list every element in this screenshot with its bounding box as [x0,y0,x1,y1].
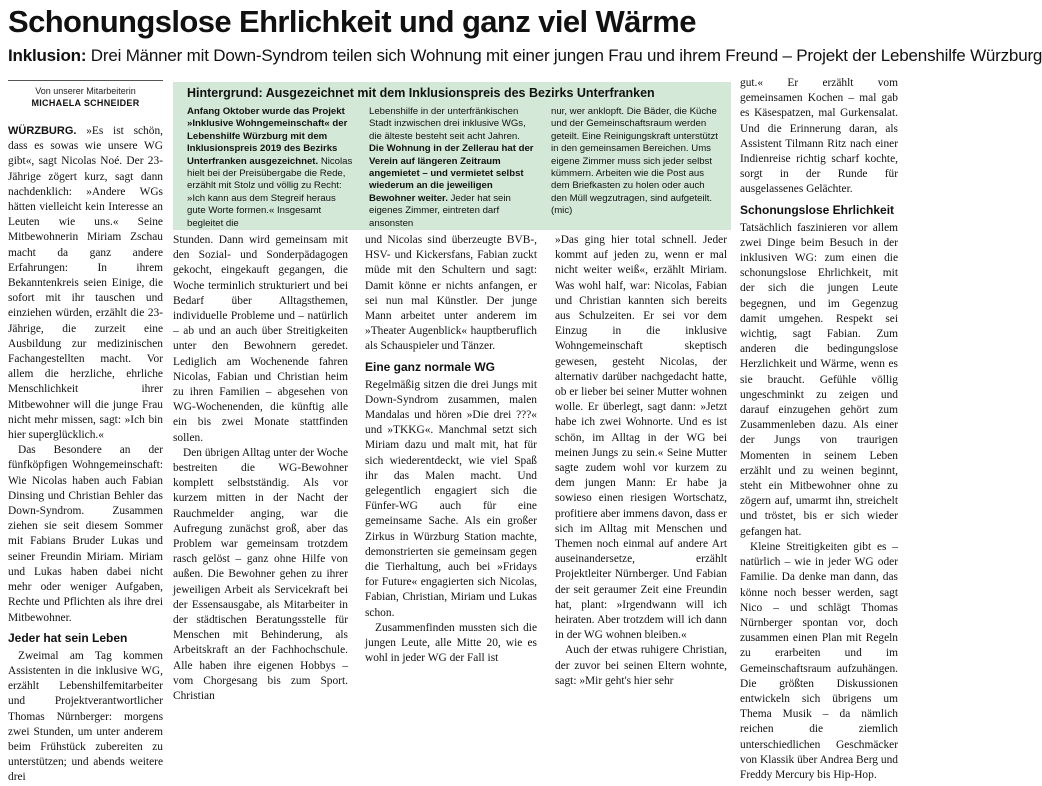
column-2 [173,233,348,704]
col2-p2: Den übrigen Alltag unter der Woche bestreiten die WG-Bewohner komplett selbstständig. Als vor kurzem mitten in der Nacht der Rauchmelder anging, war die Aufregung zunächst groß, aber das Problem war gemeinsam trotzdem rasch gelöst – ganz ohne Hilfe von außen. Die Bewohner gehen zu ihrer jeweiligen Arbeit als Servicekraft bei der Essensausgabe, als Mitarbeiter in der städtischen Beratungsstelle für Menschen mit Behinderung, als Arbeitskraft an der Fachhochschule. Alle haben ihre eigenen Hobbys – vom Chorgesang bis zum Sport. Christian [173,446,348,703]
dateline: WÜRZBURG. [8,125,77,137]
info-box-col1-bold: Anfang Oktober wurde das Projekt »Inklusive Wohngemeinschaft« der Lebenshilfe Würzburg mit dem Inklusionspreis 2019 des Bezirks Unterfranken ausgezeichnet. [187,106,348,167]
subhead-text: Drei Männer mit Down-Syndrom teilen sich Wohnung mit einer jungen Frau und ihrem Freund – Projekt der Lebenshilfe Würzburg [86,46,1042,65]
col5-p2: Tatsächlich faszinieren vor allem zwei Dinge beim Besuch in der inklusiven WG: zum einen die schonungslose Ehrlichkeit, mit der sich die jungen Leute begegnen, und im Gegenzug damit umgehen. Respekt sei wichtig, sagt Fabian. Zum anderen die bedingungslose Herzlichkeit und Wärme, wenn es sie braucht. Gefühle völlig ungeschminkt zu zeigen und darauf einzugehen gehört zum Zusammenleben dazu. Als einer der Jungs von traurigen Momenten in seinem Leben erzählt und zu weinen beginnt, steht ein Mitbewohner ohne zu zögern auf, umarmt ihn, streichelt und tröstet, bis er sich wieder gefangen hat. [740,221,898,538]
col1-p3: Zweimal am Tag kommen Assistenten in die inklusive WG, erzählt Lebenshilfemitarbeiter und Projektverantwortlicher Thomas Nürnberger: morgens zwei Stunden, um unter anderem beim Frühstück zubereiten zu unterstützen; und abends weitere drei [8,649,163,784]
info-box-title: Hintergrund: Ausgezeichnet mit dem Inklusionspreis des Bezirks Unterfranken [187,86,655,100]
col3-p1: und Nicolas sind überzeugte BVB-, HSV- und Kickersfans, Fabian zuckt müde mit den Schultern und sagt: Damit könne er nichts anfangen, er sei nun mal Künstler. Der junge Mann arbeitet unter anderem im »Theater Augenblick« hauptberuflich als Schauspieler und Tänzer. [365,234,537,353]
info-box-col-2 [369,106,537,230]
col4-p2: Auch der etwas ruhigere Christian, der zuvor bei seinen Eltern wohnte, sagt: »Mir geht's hier sehr [555,644,727,687]
info-box [173,82,731,230]
col3-heading: Eine ganz normale WG [365,359,496,374]
column-4 [555,233,727,689]
info-box-col3-text: nur, wer anklopft. Die Bäder, die Küche und der Gemeinschaftsraum werden geteilt. Eine Reinigungskraft unterstützt in den gemeinsamen Bereichen. Ums eigene Zimmer muss sich jeder selbst kümmern. Arbeiten wie die Post aus dem Briefkasten zu holen oder auch den Müll wegzutragen, sind aufgeteilt. (mic) [551,106,718,217]
col3-p2: Regelmäßig sitzen die drei Jungs mit Down-Syndrom zusammen, malen Mandalas und hören »Die drei ???« und »TKKG«. Manchmal setzt sich Miriam dazu und malt mit, hat für sich wiederentdeckt, wie viel Spaß ihr das Malen macht. Und gelegentlich engagiert sich die Fünfer-WG auch für eine gemeinsame Sache. Als ein großer Zirkus in Würzburg Station machte, demonstrierten sie gemeinsam gegen die Tierhaltung, auch bei »Fridays for Future« engagierten sich Nicolas, Fabian, Christian, Miriam und Lukas schon. [365,378,537,619]
col5-p3: Kleine Streitigkeiten gibt es – natürlich – wie in jeder WG oder Familie. Da denke man dann, das könne noch besser werden, sagt Nico – und schlägt Thomas Nürnberger spontan vor, doch zusammen einen Plan mit Regeln zu erarbeiten und im Gemeinschaftsraum aufzuhängen. Die größten Diskussionen entwickeln sich übrigens um Thema Musik – da nämlich reichen die ziemlich unterschiedlichen Geschmäcker von Klassik über Andrea Berg und Freddy Mercury bis Hip-Hop. [740,540,898,781]
column-5 [740,76,898,783]
col3-p3: Zusammenfinden mussten sich die jungen Leute, alle Mitte 20, wie es wohl in jeder WG der Fall ist [365,621,537,665]
col1-heading: Jeder hat sein Leben [8,630,128,645]
col1-p2: Das Besondere an der fünfköpfigen Wohngemeinschaft: Wie Nicolas haben auch Fabian Dinsing und Christian Behler das Down-Syndrom. Zusammen ziehen sie seit diesem Sommer mit Fabians Bruder Lukas und seiner Freundin Miriam. Miriam und Lukas haben dabei nicht mehr oder weniger Aufgaben, Rechte und Pflichten als ihre drei Mitbewohner. [8,444,163,624]
info-box-col2-bold: Die Wohnung in der Zellerau hat der Verein auf längeren Zeitraum angemietet – und vermietet selbst wiederum an die jeweiligen Bewohner weiter. [369,143,534,204]
col4-p1: »Das ging hier total schnell. Jeder kommt auf jeden zu, wenn er mal nicht weiter weiß«, erzählt Miriam. Was wohl half, war: Nicolas, Fabian und Christian kannten sich bereits aus Schulzeiten. Er sei vor dem Einzug in die inklusive Wohngemeinschaft skeptisch gewesen, gesteht Nicolas, der alternativ darüber nachgedacht hatte, ob er lieber bei seiner Mutter wohnen wolle. Er überlegt, sagt dann: »Jetzt habe ich zwei Wohnorte. Und es ist schön, im Alltag in der WG bei meinen Jungs zu sein.« Seine Mutter sagte zudem wohl vor kurzem zu dem jungen Mann: Er habe ja sowieso einen riesigen Wortschatz, profitiere aber immens davon, dass er sich im Alltag mit Menschen und Themen noch einmal auf andere Art auseinandersetze, erzählt Projektleiter Nürnberger. Und Fabian der seit geraumer Zeit eine Freundin hat, plant: »Irgendwann will ich heiraten. Aber trotzdem will ich dann in der WG wohnen bleiben.« [555,234,727,642]
subheadline [8,45,1042,67]
author-label: Von unserer Mitarbeiterin [35,86,136,96]
info-box-col1-text: Nicolas hielt bei der Preisübergabe die Rede, erzählt mit Stolz und völlig zu Recht: »Ich kann aus dem Stegreif heraus gute Worte formen.« Insgesamt begleitet die [187,155,353,229]
info-box-col2-text2: Jeder hat sein eigenes Zimmer, eintreten darf ansonsten [369,192,511,229]
subhead-lead: Inklusion: [8,46,87,65]
col2-p1: Stunden. Dann wird gemeinsam mit den Sozial- und Sonderpädagogen gekocht, eingekauft gegangen, die Woche terminlich strukturiert und bei Bedarf über Alltagsthemen, individuelle Probleme und – natürlich – ab und an auch über Streitigkeiten unter den Bewohnern geredet. Lediglich am Wochenende fahren Nicolas, Fabian und Christian heim zu ihren Familien – abgesehen von WG-Wochenenden, die künftig alle ein bis zwei Monate stattfinden sollen. [173,234,348,444]
info-box-col-3 [551,106,719,218]
author-name: MICHAELA SCHNEIDER [31,98,140,108]
headline: Schonungslose Ehrlichkeit und ganz viel Wärme [8,4,696,39]
column-1 [8,124,163,786]
info-box-col2-text: Lebenshilfe in der unterfränkischen Stadt inzwischen drei inklusive WGs, die älteste besteht seit acht Jahren. [369,106,526,142]
col5-p1: gut.« Er erzählt vom gemeinsamen Kochen – mal gab es Käsespatzen, mal Gurkensalat. Und die Erinnerung daran, als Assistent Tilmann Ritz nach einer Indienreise richtig scharf kochte, sorgt in der Runde für ausgelassenes Gelächter. [740,77,898,196]
col1-p1: »Es ist schön, dass es sowas wie unsere WG gibt«, sagt Nicolas Noé. Der 23-Jährige zögert kurz, sagt dann nachdenklich: »Andere WGs hätten vielleicht kein Interesse an Leuten wie uns.« Seine Mitbewohnerin Miriam Zschau macht da ganz andere Erfahrungen: In ihrem Bekanntenkreis seien Einige, die sofort mit ihr tauschen und einziehen würden, erzählt die 23-Jährige, die zurzeit eine Ausbildung zur medizinischen Fachangestellten macht. Vor allem die herzliche, ehrliche Menschlichkeit ihrer Mitbewohner will die junge Frau nicht mehr missen, sagt: »Ich bin hier superglücklich.« [8,125,163,442]
column-3 [365,233,537,666]
info-box-col-1 [187,106,355,230]
author-box [8,80,163,109]
col5-heading: Schonungslose Ehrlichkeit [740,202,895,217]
